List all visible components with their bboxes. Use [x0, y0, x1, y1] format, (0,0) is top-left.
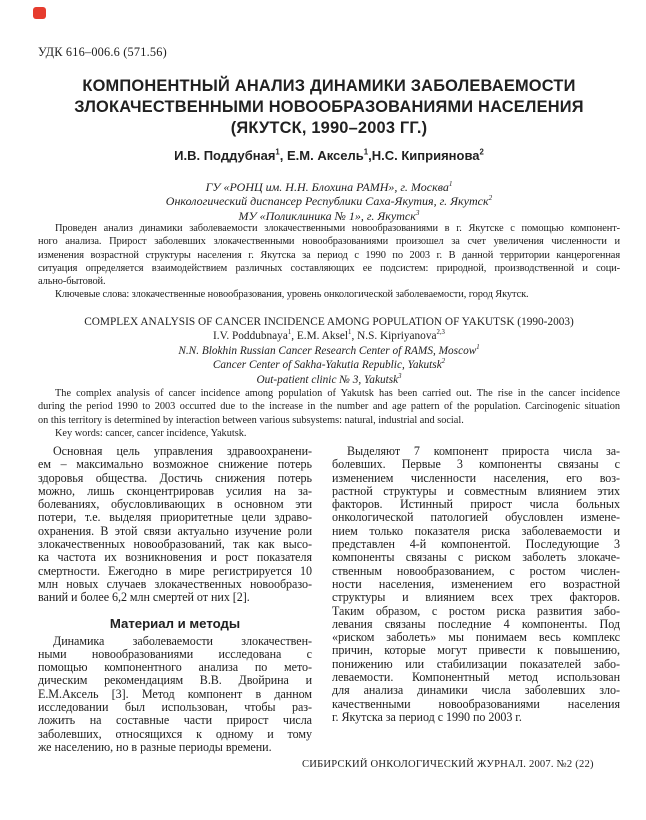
author-affiliation-sup: 1 — [348, 329, 352, 337]
affiliation-sup: 1 — [476, 344, 480, 352]
text-line: г. Якутска за период с 1990 по 2003 г. — [332, 709, 522, 724]
affiliations-ru — [38, 180, 620, 223]
text-line: during the period 1990 to 2003 occurred due to the increase in the number and age pattern of the population. Carcinogenic situation — [38, 401, 620, 413]
author-affiliation-sup: 1 — [287, 329, 292, 337]
article-title-line: ЗЛОКАЧЕСТВЕННЫМИ НОВООБРАЗОВАНИЯМИ НАСЕЛЕНИЯ — [74, 98, 584, 116]
text-line: ными новообразованиями исследована с — [38, 646, 312, 661]
text-line: представлен 4-й компонентой. Последующие 3 — [332, 537, 620, 552]
text-line: леваемости. Компонентный метод использован — [332, 670, 620, 685]
text-line: ложить на составные части прирост числа — [38, 713, 312, 728]
paragraph — [38, 635, 312, 755]
author-name: Е.М. Аксель — [287, 148, 364, 163]
text-line: злокачественных новообразований, так как высо- — [38, 537, 312, 552]
text-line: ем – максимально возможное снижение потерь — [38, 457, 312, 472]
paragraph — [332, 445, 620, 724]
author-affiliation-sup: 1 — [275, 147, 280, 157]
text-line: млн новых случаев злокачественных новообразо- — [38, 576, 312, 591]
text-line: Е.М.Аксель [3]. Метод компонент в данном — [38, 686, 312, 701]
text-line: исследовании был использован, чтобы раз- — [38, 700, 312, 715]
affiliation-ru — [38, 180, 620, 194]
affiliation-en — [38, 373, 620, 387]
author-separator: , — [291, 330, 297, 343]
keywords-ru: Ключевые слова: злокачественные новообразования, уровень онкологической заболеваемости, город Якутск. — [55, 289, 529, 301]
text-line: ности населения, изменением его возрастной — [332, 576, 620, 591]
affiliation-text: ГУ «РОНЦ им. Н.Н. Блохина РАМН», г. Москва — [205, 180, 449, 194]
text-line: Основная цель управления здравоохранени- — [53, 444, 312, 458]
abstract-en-text — [38, 387, 620, 427]
text-line: растной структуры и совместным влиянием этих — [332, 483, 620, 498]
english-header — [38, 315, 620, 387]
affiliation-sup: 2 — [441, 358, 446, 366]
text-line: же населению, но в разные периоды времени. — [38, 739, 272, 754]
text-line: качественными новообразованиями населения — [332, 696, 620, 711]
affiliation-sup: 3 — [415, 208, 420, 217]
text-line: Таким образом, с ростом риска развития забо- — [332, 603, 620, 618]
text-line: структуры и влиянием всех трех факторов. — [332, 590, 620, 605]
affiliation-sup: 3 — [398, 372, 402, 380]
abstract-ru-text — [38, 222, 620, 288]
text-line: факторов. Истинный прирост числа больных — [332, 497, 620, 512]
author-name: Н.С. Киприянова — [371, 148, 480, 163]
author-affiliation-sup: 1 — [363, 147, 369, 157]
udk-code: УДК 616–006.6 (571.56) — [38, 45, 167, 59]
author-name: E.M. Aksel — [296, 330, 349, 343]
article-body — [38, 445, 620, 754]
text-line: здоровья общества. Достичь снижения потерь — [38, 470, 312, 485]
affiliation-text: Cancer Center of Sakha-Yakutia Republic, Yakutsk — [212, 359, 442, 372]
text-line: можно, лишь сконцентрировав усилия на за- — [38, 483, 312, 498]
affiliation-text: N.N. Blokhin Russian Cancer Research Center of RAMS, Moscow — [178, 344, 477, 357]
text-line: заболевших, относящихся к одному и тому — [38, 726, 312, 741]
article-title — [38, 76, 620, 139]
text-line: нием только показателя риска заболеваемости и — [332, 523, 620, 538]
affiliation-sup: 1 — [448, 180, 453, 188]
affiliation-text: Онкологический диспансер Республики Саха-Якутия, г. Якутск — [165, 194, 489, 209]
text-line: Проведен анализ динамики заболеваемости злокачественными новообразованиями в г. Якутске с помощью компонент- — [55, 223, 620, 234]
text-line: дическим рекомендациям В.В. Двойрина и — [38, 673, 312, 688]
affiliation-text: МУ «Поликлиника № 1», г. Якутск — [238, 208, 416, 223]
body-right-column — [332, 445, 620, 754]
red-marker-icon — [33, 7, 46, 19]
affiliation-en — [38, 358, 620, 372]
article-title-line: КОМПОНЕНТНЫЙ АНАЛИЗ ДИНАМИКИ ЗАБОЛЕВАЕМОСТИ — [82, 77, 576, 95]
body-left-column — [38, 445, 312, 754]
text-line: изменением численности населения, его воз- — [332, 470, 620, 485]
text-line: on this territory is determined by interaction between various subsystems: natural, industrial and social. — [38, 414, 464, 426]
affiliation-en — [38, 344, 620, 358]
text-line: ально-бытовой. — [38, 276, 106, 288]
section-heading-materials: Материал и методы — [109, 615, 241, 631]
text-line: Динамика заболеваемости злокачествен- — [53, 633, 312, 648]
text-line: Выделяют 7 компонент прироста числа за- — [347, 444, 620, 458]
author-name: I.V. Poddubnaya — [213, 330, 288, 343]
text-line: «риском заболеть» мы понимаем весь комплекс — [332, 630, 620, 645]
author-affiliation-sup: 2 — [479, 147, 484, 157]
author-separator: , — [368, 148, 372, 163]
author-name: И.В. Поддубная — [174, 148, 276, 163]
text-line: ка частота их возникновения и рост показателя — [38, 550, 312, 565]
title-en: COMPLEX ANALYSIS OF CANCER INCIDENCE AMONG POPULATION OF YAKUTSK (1990-2003) — [84, 316, 574, 328]
author-affiliation-sup: 2,3 — [436, 329, 445, 337]
journal-footer: СИБИРСКИЙ ОНКОЛОГИЧЕСКИЙ ЖУРНАЛ. 2007. №2 (22) — [302, 759, 594, 770]
author-separator: , — [351, 330, 358, 343]
text-line: понижению или стабилизации показателей забо- — [332, 656, 620, 671]
author-name: N.S. Kipriyanova — [357, 330, 437, 343]
text-line: онкологической патологией обусловлен измене- — [332, 510, 620, 525]
abstract-en — [38, 387, 620, 440]
text-line: изменения возрастной структуры населения г. Якутска за период с 1990 по 2003 г. В данной территории канцерогенная — [38, 249, 620, 261]
keywords-en: Key words: cancer, cancer incidence, Yakutsk. — [55, 427, 247, 439]
authors-ru — [38, 148, 620, 163]
text-line: потери, т.е. выделяя приоритетные цели здраво- — [38, 510, 312, 525]
text-line: ственным новообразованием, с ростом числен- — [332, 563, 620, 578]
text-line: ного анализа. Прирост заболевших злокачественными новообразованиями произошел за счет увеличения численности и — [38, 236, 620, 248]
affiliation-ru — [38, 209, 620, 223]
text-line: помощью компонентного анализа по мето- — [38, 660, 312, 675]
text-line: ваний и более 6,2 млн смертей от них [2]. — [38, 590, 250, 605]
text-line: левания связаны последние 4 компоненты. Под — [332, 616, 620, 631]
text-line: ситуация определяется взаимодействием различных составляющих ее подсистем: природной, производственной и соци- — [38, 262, 620, 274]
abstract-ru — [38, 222, 620, 302]
author-separator: , — [279, 148, 287, 163]
article-title-line: (ЯКУТСК, 1990–2003 ГГ.) — [230, 119, 428, 137]
text-line: смертности. Ежегодно в мире регистрируется 10 — [38, 563, 312, 578]
paragraph — [38, 445, 312, 605]
text-line: охранения. В этой связи актуально изучение роли — [38, 523, 312, 538]
affiliation-text: Out-patient clinic № 3, Yakutsk — [256, 373, 399, 386]
text-line: The complex analysis of cancer incidence among population of Yakutsk has been carried out. The rise in the cancer incidence — [55, 388, 620, 399]
authors-en — [38, 329, 620, 343]
affiliation-sup: 2 — [488, 194, 493, 203]
text-line: причин, которые могут привести к повышению, — [332, 643, 620, 658]
affiliation-ru — [38, 194, 620, 208]
text-line: болевших. Первые 3 компоненты связаны с — [332, 457, 620, 472]
text-line: для анализа динамики числа заболевших зло- — [332, 683, 620, 698]
text-line: болеваниях, обусловливающих в основном эти — [38, 497, 312, 512]
text-line: компоненты связаны с риском заболеть злокаче- — [332, 550, 620, 565]
